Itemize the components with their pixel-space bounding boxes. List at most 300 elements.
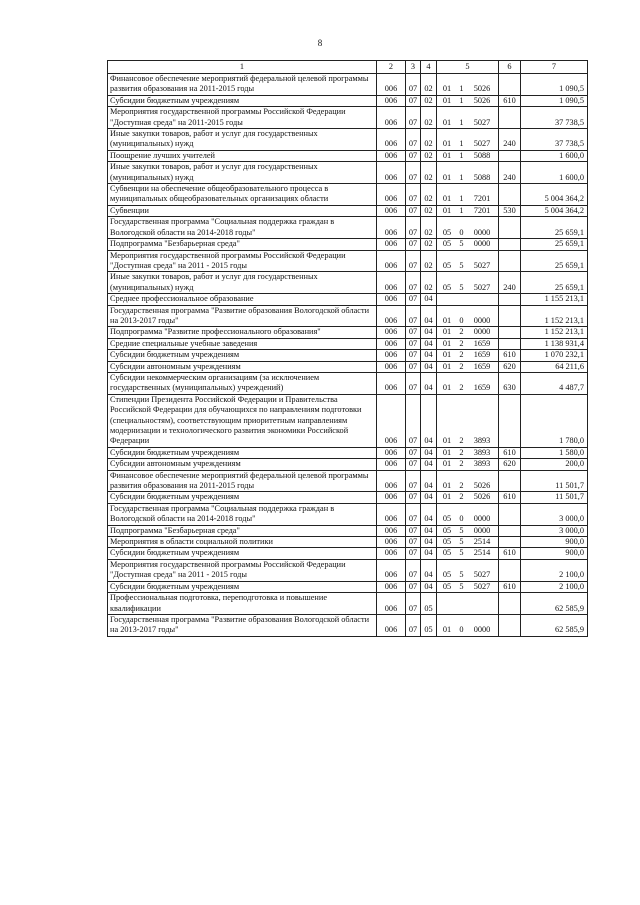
row-section: 07 (406, 305, 421, 327)
row-subsection: 02 (421, 184, 437, 206)
target-article-p2: 5 (459, 548, 464, 558)
row-amount: 62 585,9 (521, 593, 588, 615)
table-row (108, 559, 588, 581)
row-amount: 1 138 931,4 (521, 338, 588, 349)
row-amount: 11 501,7 (521, 470, 588, 492)
target-article-p2: 1 (459, 95, 464, 105)
target-article-parts (437, 194, 498, 204)
row-target-article (437, 361, 499, 372)
target-article-parts (437, 283, 498, 293)
row-section: 07 (406, 250, 421, 272)
row-ministry-code: 006 (377, 338, 406, 349)
table-row (108, 107, 588, 129)
row-target-article (437, 294, 499, 305)
target-article-p3: 0000 (473, 315, 491, 325)
row-name: Подпрограмма "Безбарьерная среда" (108, 525, 377, 536)
row-amount: 64 211,6 (521, 361, 588, 372)
target-article-p1: 01 (442, 459, 452, 469)
target-article-p2: 5 (459, 525, 464, 535)
row-target-article (437, 447, 499, 458)
row-section: 07 (406, 162, 421, 184)
target-article-parts (437, 239, 498, 249)
row-subsection: 04 (421, 327, 437, 338)
target-article-parts (437, 96, 498, 106)
row-name: Субсидии бюджетным учреждениям (108, 492, 377, 503)
header-col-4: 4 (421, 61, 437, 74)
table-row (108, 294, 588, 305)
row-expense-type: 610 (499, 350, 521, 361)
target-article-parts (437, 316, 498, 326)
target-article-parts (437, 436, 498, 446)
row-expense-type (499, 217, 521, 239)
row-target-article (437, 503, 499, 525)
row-name: Финансовое обеспечение мероприятий федеральной целевой программы развития образования на 2011-2015 годы (108, 470, 377, 492)
row-ministry-code: 006 (377, 492, 406, 503)
target-article-p3: 0000 (473, 514, 491, 524)
row-subsection: 04 (421, 361, 437, 372)
target-article-p1: 05 (442, 227, 452, 237)
table-row (108, 593, 588, 615)
row-section: 07 (406, 548, 421, 559)
target-article-p1: 01 (442, 194, 452, 204)
target-article-parts (437, 448, 498, 458)
target-article-parts (437, 548, 498, 558)
target-article-p2: 2 (459, 338, 464, 348)
row-expense-type (499, 338, 521, 349)
row-ministry-code: 006 (377, 503, 406, 525)
row-target-article (437, 217, 499, 239)
row-section: 07 (406, 74, 421, 96)
row-amount: 900,0 (521, 548, 588, 559)
row-name: Субсидии бюджетным учреждениям (108, 95, 377, 106)
target-article-parts (437, 118, 498, 128)
row-expense-type (499, 74, 521, 96)
row-expense-type: 240 (499, 162, 521, 184)
target-article-p2: 2 (459, 327, 464, 337)
target-article-p1: 01 (442, 625, 452, 635)
table-header-row (108, 61, 588, 74)
row-expense-type (499, 394, 521, 447)
header-col-1: 1 (108, 61, 377, 74)
table-row (108, 537, 588, 548)
row-ministry-code: 006 (377, 272, 406, 294)
target-article-p3: 5027 (473, 260, 491, 270)
row-ministry-code: 006 (377, 350, 406, 361)
row-subsection: 04 (421, 338, 437, 349)
row-expense-type (499, 239, 521, 250)
row-subsection: 04 (421, 470, 437, 492)
table-row (108, 327, 588, 338)
table-row (108, 525, 588, 536)
target-article-p3: 5027 (473, 570, 491, 580)
row-name: Иные закупки товаров, работ и услуг для государственных (муниципальных) нужд (108, 162, 377, 184)
target-article-p1: 01 (442, 117, 452, 127)
row-amount: 37 738,5 (521, 129, 588, 151)
target-article-p1: 01 (442, 338, 452, 348)
row-target-article (437, 74, 499, 96)
row-subsection: 02 (421, 162, 437, 184)
row-ministry-code: 006 (377, 217, 406, 239)
row-amount: 25 659,1 (521, 250, 588, 272)
target-article-p2: 0 (459, 625, 464, 635)
row-name: Субвенции на обеспечение общеобразовательного процесса в муниципальных общеобразовательных организациях области (108, 184, 377, 206)
target-article-p1: 01 (442, 327, 452, 337)
row-expense-type: 630 (499, 372, 521, 394)
row-amount: 1 600,0 (521, 150, 588, 161)
row-name: Мероприятия государственной программы Российской Федерации "Доступная среда" на 2011 - 2015 годы (108, 559, 377, 581)
row-subsection: 05 (421, 614, 437, 636)
target-article-parts (437, 327, 498, 337)
target-article-p3: 0000 (473, 239, 491, 249)
target-article-p1: 05 (442, 581, 452, 591)
target-article-p2: 2 (459, 350, 464, 360)
row-ministry-code: 006 (377, 327, 406, 338)
target-article-p2: 5 (459, 260, 464, 270)
row-section: 07 (406, 503, 421, 525)
row-expense-type: 610 (499, 95, 521, 106)
row-subsection: 02 (421, 205, 437, 216)
row-subsection: 04 (421, 294, 437, 305)
row-amount: 1 780,0 (521, 394, 588, 447)
row-name: Иные закупки товаров, работ и услуг для государственных (муниципальных) нужд (108, 272, 377, 294)
target-article-p1: 01 (442, 383, 452, 393)
row-ministry-code: 006 (377, 470, 406, 492)
row-section: 07 (406, 294, 421, 305)
target-article-p3: 1659 (473, 383, 491, 393)
row-name: Профессиональная подготовка, переподготовка и повышение квалификации (108, 593, 377, 615)
row-subsection: 02 (421, 150, 437, 161)
row-ministry-code: 006 (377, 559, 406, 581)
row-target-article (437, 338, 499, 349)
target-article-parts (437, 261, 498, 271)
target-article-p2: 5 (459, 570, 464, 580)
row-expense-type: 610 (499, 492, 521, 503)
row-ministry-code: 006 (377, 294, 406, 305)
row-subsection: 04 (421, 305, 437, 327)
header-col-6: 6 (499, 61, 521, 74)
row-amount: 2 100,0 (521, 581, 588, 592)
row-target-article (437, 305, 499, 327)
target-article-p3: 5026 (473, 492, 491, 502)
row-amount: 11 501,7 (521, 492, 588, 503)
row-subsection: 04 (421, 503, 437, 525)
row-ministry-code: 006 (377, 162, 406, 184)
target-article-p3: 5027 (473, 117, 491, 127)
row-subsection: 04 (421, 559, 437, 581)
row-target-article (437, 394, 499, 447)
row-expense-type: 530 (499, 205, 521, 216)
header-col-7: 7 (521, 61, 588, 74)
target-article-p3: 5026 (473, 481, 491, 491)
table-row (108, 305, 588, 327)
row-name: Субвенции (108, 205, 377, 216)
target-article-p1: 01 (442, 361, 452, 371)
row-amount: 25 659,1 (521, 217, 588, 239)
target-article-parts (437, 173, 498, 183)
target-article-p1: 01 (442, 447, 452, 457)
row-ministry-code: 006 (377, 372, 406, 394)
row-ministry-code: 006 (377, 593, 406, 615)
row-section: 07 (406, 492, 421, 503)
table-row (108, 129, 588, 151)
row-target-article (437, 250, 499, 272)
row-target-article (437, 372, 499, 394)
row-target-article (437, 239, 499, 250)
target-article-p2: 2 (459, 481, 464, 491)
row-ministry-code: 006 (377, 184, 406, 206)
row-ministry-code: 006 (377, 548, 406, 559)
row-target-article (437, 593, 499, 615)
target-article-p3: 5027 (473, 282, 491, 292)
row-amount: 25 659,1 (521, 239, 588, 250)
row-amount: 5 004 364,2 (521, 184, 588, 206)
target-article-p2: 2 (459, 383, 464, 393)
row-name: Субсидии бюджетным учреждениям (108, 447, 377, 458)
row-name: Мероприятия государственной программы Российской Федерации "Доступная среда" на 2011 - 2015 годы (108, 250, 377, 272)
row-expense-type: 610 (499, 548, 521, 559)
row-expense-type: 240 (499, 129, 521, 151)
row-subsection: 04 (421, 447, 437, 458)
target-article-p2: 2 (459, 447, 464, 457)
target-article-p2: 1 (459, 172, 464, 182)
target-article-p2: 2 (459, 459, 464, 469)
row-section: 07 (406, 217, 421, 239)
row-name: Иные закупки товаров, работ и услуг для государственных (муниципальных) нужд (108, 129, 377, 151)
row-target-article (437, 150, 499, 161)
target-article-p1: 01 (442, 150, 452, 160)
target-article-p3: 7201 (473, 205, 491, 215)
target-article-p2: 1 (459, 84, 464, 94)
row-subsection: 04 (421, 372, 437, 394)
table-row (108, 205, 588, 216)
target-article-p3: 0000 (473, 227, 491, 237)
row-section: 07 (406, 372, 421, 394)
table-row (108, 272, 588, 294)
target-article-p1: 05 (442, 260, 452, 270)
target-article-p2: 1 (459, 139, 464, 149)
row-target-article (437, 581, 499, 592)
page-number: 8 (317, 38, 323, 48)
target-article-parts (437, 339, 498, 349)
target-article-parts (437, 537, 498, 547)
row-name: Государственная программа "Развитие образования Вологодской области на 2013-2017 годы" (108, 305, 377, 327)
table-row (108, 459, 588, 470)
target-article-p3: 5088 (473, 150, 491, 160)
row-name: Субсидии бюджетным учреждениям (108, 581, 377, 592)
row-subsection: 04 (421, 459, 437, 470)
target-article-p3: 5027 (473, 581, 491, 591)
row-amount: 1 090,5 (521, 74, 588, 96)
table-row (108, 503, 588, 525)
row-target-article (437, 205, 499, 216)
target-article-parts (437, 383, 498, 393)
target-article-p3: 1659 (473, 338, 491, 348)
table-row (108, 217, 588, 239)
row-target-article (437, 548, 499, 559)
row-expense-type (499, 525, 521, 536)
row-name: Государственная программа "Социальная поддержка граждан в Вологодской области на 2014-2018 годы" (108, 217, 377, 239)
row-expense-type (499, 184, 521, 206)
target-article-p1: 01 (442, 436, 452, 446)
target-article-p1: 01 (442, 481, 452, 491)
row-section: 07 (406, 559, 421, 581)
row-subsection: 04 (421, 492, 437, 503)
table-row (108, 548, 588, 559)
target-article-p1: 01 (442, 350, 452, 360)
row-amount: 200,0 (521, 459, 588, 470)
row-subsection: 02 (421, 272, 437, 294)
target-article-p3: 3893 (473, 459, 491, 469)
row-ministry-code: 006 (377, 447, 406, 458)
row-subsection: 02 (421, 129, 437, 151)
row-name: Подпрограмма "Безбарьерная среда" (108, 239, 377, 250)
row-target-article (437, 162, 499, 184)
target-article-parts (437, 228, 498, 238)
table-row (108, 614, 588, 636)
row-section: 07 (406, 614, 421, 636)
table-row (108, 581, 588, 592)
row-amount: 3 000,0 (521, 525, 588, 536)
target-article-p1: 05 (442, 239, 452, 249)
target-article-p2: 2 (459, 436, 464, 446)
row-ministry-code: 006 (377, 129, 406, 151)
target-article-p2: 1 (459, 150, 464, 160)
row-target-article (437, 614, 499, 636)
row-expense-type: 240 (499, 272, 521, 294)
row-amount: 1 152 213,1 (521, 327, 588, 338)
row-section: 07 (406, 447, 421, 458)
target-article-p3: 0000 (473, 525, 491, 535)
target-article-p3: 1659 (473, 350, 491, 360)
row-target-article (437, 184, 499, 206)
target-article-parts (437, 206, 498, 216)
target-article-p2: 0 (459, 315, 464, 325)
row-name: Мероприятия государственной программы Российской Федерации "Доступная среда" на 2011-2015 годы (108, 107, 377, 129)
target-article-parts (437, 459, 498, 469)
row-target-article (437, 459, 499, 470)
row-expense-type (499, 305, 521, 327)
table-row (108, 338, 588, 349)
target-article-p1: 01 (442, 95, 452, 105)
target-article-parts (437, 514, 498, 524)
row-section: 07 (406, 459, 421, 470)
target-article-p3: 3893 (473, 436, 491, 446)
row-subsection: 04 (421, 537, 437, 548)
row-amount: 3 000,0 (521, 503, 588, 525)
row-name: Стипендии Президента Российской Федерации и Правительства Российской Федерации для обучающихся по направлениям подготовки (специальностям), соответствующим приоритетным направлениям модернизации и технологического развития экономики Российской Федерации (108, 394, 377, 447)
row-amount: 5 004 364,2 (521, 205, 588, 216)
row-section: 07 (406, 129, 421, 151)
row-ministry-code: 006 (377, 459, 406, 470)
row-amount: 2 100,0 (521, 559, 588, 581)
row-amount: 1 070 232,1 (521, 350, 588, 361)
row-section: 07 (406, 184, 421, 206)
row-section: 07 (406, 327, 421, 338)
row-expense-type (499, 470, 521, 492)
row-subsection: 02 (421, 239, 437, 250)
row-amount: 62 585,9 (521, 614, 588, 636)
row-subsection: 02 (421, 250, 437, 272)
row-subsection: 02 (421, 107, 437, 129)
target-article-parts (437, 139, 498, 149)
table-row (108, 162, 588, 184)
table-row (108, 492, 588, 503)
row-amount: 1 090,5 (521, 95, 588, 106)
table-row (108, 239, 588, 250)
row-section: 07 (406, 150, 421, 161)
target-article-p3: 7201 (473, 194, 491, 204)
target-article-p3: 5026 (473, 95, 491, 105)
row-expense-type (499, 537, 521, 548)
target-article-p1: 05 (442, 525, 452, 535)
row-name: Финансовое обеспечение мероприятий федеральной целевой программы развития образования на 2011-2015 годы (108, 74, 377, 96)
row-ministry-code: 006 (377, 305, 406, 327)
row-name: Субсидии автономным учреждениям (108, 361, 377, 372)
row-target-article (437, 129, 499, 151)
row-amount: 1 580,0 (521, 447, 588, 458)
target-article-parts (437, 492, 498, 502)
row-target-article (437, 559, 499, 581)
table-row (108, 394, 588, 447)
target-article-p3: 5026 (473, 84, 491, 94)
row-ministry-code: 006 (377, 614, 406, 636)
target-article-p2: 5 (459, 282, 464, 292)
target-article-p1: 01 (442, 205, 452, 215)
row-expense-type (499, 294, 521, 305)
target-article-parts (437, 582, 498, 592)
target-article-p1: 05 (442, 570, 452, 580)
target-article-p3: 0000 (473, 625, 491, 635)
table-row (108, 447, 588, 458)
row-target-article (437, 525, 499, 536)
target-article-p3: 5027 (473, 139, 491, 149)
row-ministry-code: 006 (377, 150, 406, 161)
row-name: Поощрение лучших учителей (108, 150, 377, 161)
row-subsection: 02 (421, 74, 437, 96)
row-ministry-code: 006 (377, 581, 406, 592)
row-target-article (437, 470, 499, 492)
row-ministry-code: 006 (377, 239, 406, 250)
row-section: 07 (406, 470, 421, 492)
row-section: 07 (406, 581, 421, 592)
target-article-p3: 2514 (473, 548, 491, 558)
row-amount: 37 738,5 (521, 107, 588, 129)
target-article-parts (437, 570, 498, 580)
target-article-parts (437, 350, 498, 360)
row-name: Субсидии бюджетным учреждениям (108, 350, 377, 361)
table-row (108, 74, 588, 96)
target-article-p2: 0 (459, 514, 464, 524)
target-article-parts (437, 526, 498, 536)
target-article-p2: 5 (459, 581, 464, 591)
row-subsection: 02 (421, 217, 437, 239)
row-amount: 4 487,7 (521, 372, 588, 394)
table-row (108, 250, 588, 272)
budget-table (107, 60, 588, 637)
target-article-p1: 05 (442, 282, 452, 292)
target-article-p1: 01 (442, 315, 452, 325)
row-expense-type (499, 150, 521, 161)
row-expense-type (499, 559, 521, 581)
target-article-p2: 2 (459, 492, 464, 502)
row-expense-type: 620 (499, 361, 521, 372)
row-expense-type (499, 614, 521, 636)
row-subsection: 04 (421, 548, 437, 559)
row-name: Мероприятия в области социальной политики (108, 537, 377, 548)
row-expense-type: 620 (499, 459, 521, 470)
target-article-parts (437, 625, 498, 635)
target-article-p2: 5 (459, 239, 464, 249)
